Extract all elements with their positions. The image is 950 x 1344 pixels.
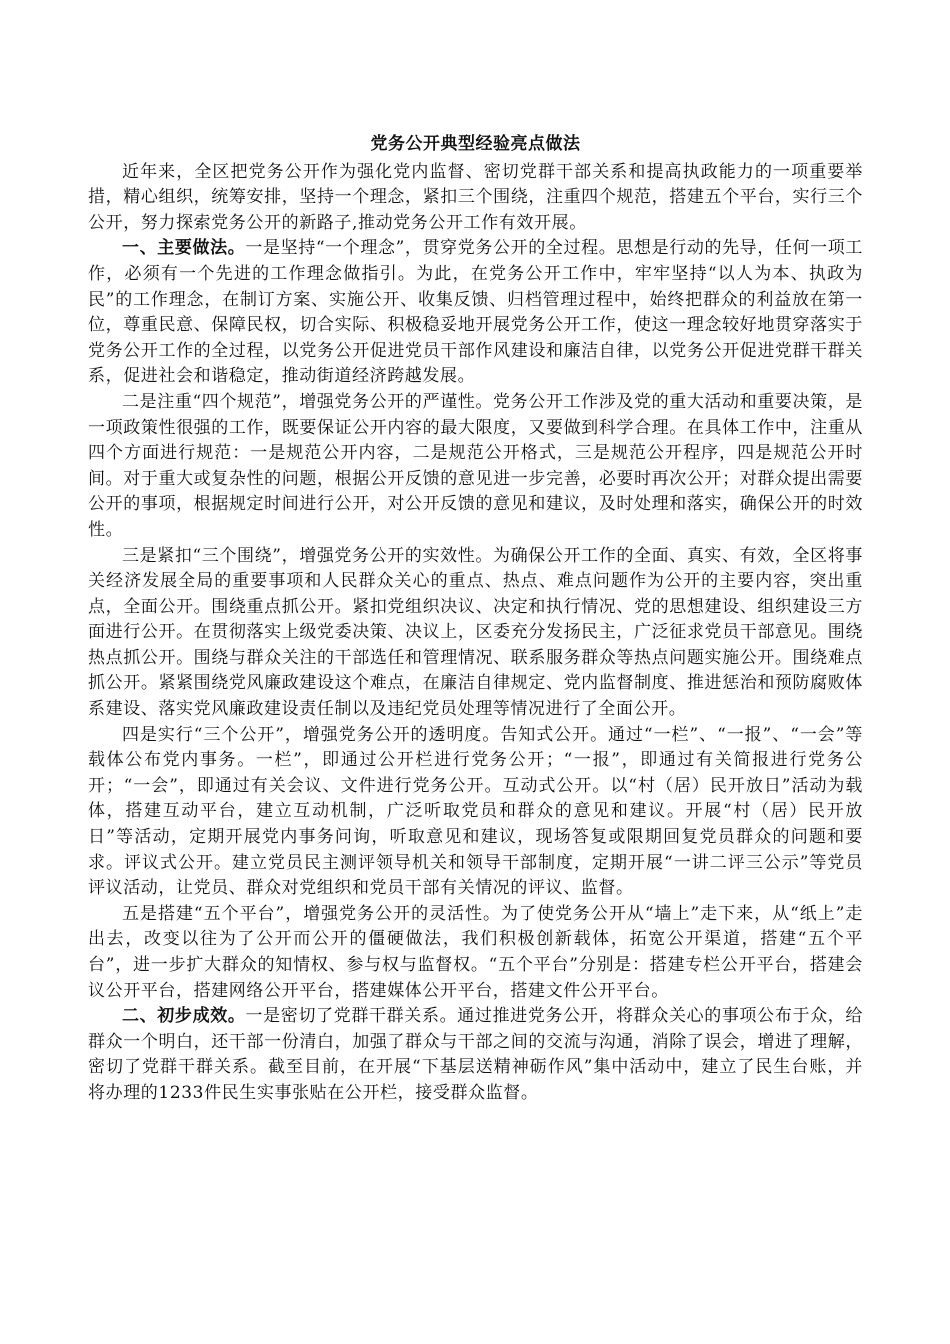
paragraph-three-focuses [88, 544, 863, 723]
section-heading-main-practices: 一、主要做法。 [122, 238, 246, 259]
paragraph-four-norms [88, 390, 863, 544]
paragraph-main-practices [88, 236, 863, 390]
section-heading-initial-results: 二、初步成效。 [122, 1006, 246, 1027]
paragraph-intro [88, 160, 863, 237]
paragraph-five-platforms [88, 902, 863, 1004]
document-title: 党务公开典型经验亮点做法 [370, 134, 581, 154]
paragraph-text: 四是实行“三个公开”，增强党务公开的透明度。告知式公开。通过“一栏”、“一报”、“一会”等载体公布党内事务。一栏”，即通过公开栏进行党务公开；“一报”，即通过有关简报进行党务公开；“一会”，即通过有关会议、文件进行党务公开。互动式公开。以“村（居）民开放日”活动为载体，搭建互动平台，建立互动机制，广泛听取党员和群众的意见和建议。开展“村（居）民开放日”等活动，定期开展党内事务问询，听取意见和建议，现场答复或限期回复党员群众的问题和要求。评议式公开。建立党员民主测评领导机关和领导干部制度，定期开展“一讲二评三公示”等党员评议活动，让党员、群众对党组织和党员干部有关情况的评议、监督。 [88, 724, 863, 899]
paragraph-text: 二是注重“四个规范”，增强党务公开的严谨性。党务公开工作涉及党的重大活动和重要决策，是一项政策性很强的工作，既要保证公开内容的最大限度，又要做到科学合理。在具体工作中，注重从四个方面进行规范：一是规范公开内容，二是规范公开格式，三是规范公开程序，四是规范公开时间。对于重大或复杂性的问题，根据公开反馈的意见进一步完善，必要时再次公开；对群众提出需要公开的事项，根据规定时间进行公开，对公开反馈的意见和建议，及时处理和落实，确保公开的时效性。 [88, 391, 863, 540]
paragraph-text: 近年来，全区把党务公开作为强化党内监督、密切党群干部关系和提高执政能力的一项重要举措，精心组织，统筹安排，坚持一个理念，紧扣三个围绕，注重四个规范，搭建五个平台，实行三个公开，努力探索党务公开的新路子,推动党务公开工作有效开展。 [88, 161, 863, 233]
paragraph-text: 五是搭建“五个平台”，增强党务公开的灵活性。为了使党务公开从“墙上”走下来，从“纸上”走出去，改变以往为了公开而公开的僵硬做法，我们积极创新载体，拓宽公开渠道，搭建“五个平台”，进一步扩大群众的知情权、参与权与监督权。“五个平台”分别是：搭建专栏公开平台，搭建会议公开平台，搭建网络公开平台，搭建媒体公开平台，搭建文件公开平台。 [88, 903, 863, 1001]
paragraph-text: 三是紧扣“三个围绕”，增强党务公开的实效性。为确保公开工作的全面、真实、有效，全区将事关经济发展全局的重要事项和人民群众关心的重点、热点、难点问题作为公开的主要内容，突出重点，全面公开。围绕重点抓公开。紧扣党组织决议、决定和执行情况、党的思想建设、组织建设三方面进行公开。在贯彻落实上级党委决策、决议上，区委充分发扬民主，广泛征求党员干部意见。围绕热点抓公开。围绕与群众关注的干部选任和管理情况、联系服务群众等热点问题实施公开。围绕难点抓公开。紧紧围绕党风廉政建设这个难点，在廉洁自律规定、党内监督制度、推进惩治和预防腐败体系建设、落实党风廉政建设责任制以及违纪党员处理等情况进行了全面公开。 [88, 545, 863, 720]
document-page [88, 132, 863, 1107]
paragraph-three-disclosures [88, 723, 863, 902]
paragraph-text: 一是密切了党群干群关系。通过推进党务公开，将群众关心的事项公布于众，给群众一个明白，还干部一份清白，加强了群众与干部之间的交流与沟通，消除了误会，增进了理解，密切了党群干群关系。截至目前，在开展“下基层送精神砺作风”集中活动中，建立了民生台账，并将办理的1233件民生实事张贴在公开栏，接受群众监督。 [88, 1006, 864, 1103]
paragraph-initial-results [88, 1004, 863, 1106]
paragraph-text: 一是坚持“一个理念”，贯穿党务公开的全过程。思想是行动的先导，任何一项工作，必须有一个先进的工作理念做指引。为此，在党务公开工作中，牢牢坚持“以人为本、执政为民”的工作理念，在制订方案、实施公开、收集反馈、归档管理过程中，始终把群众的利益放在第一位，尊重民意、保障民权，切合实际、积极稳妥地开展党务公开工作，使这一理念较好地贯穿落实于党务公开工作的全过程，以党务公开促进党员干部作风建设和廉洁自律，以党务公开促进党群干群关系，促进社会和谐稳定，推动街道经济跨越发展。 [88, 238, 864, 387]
